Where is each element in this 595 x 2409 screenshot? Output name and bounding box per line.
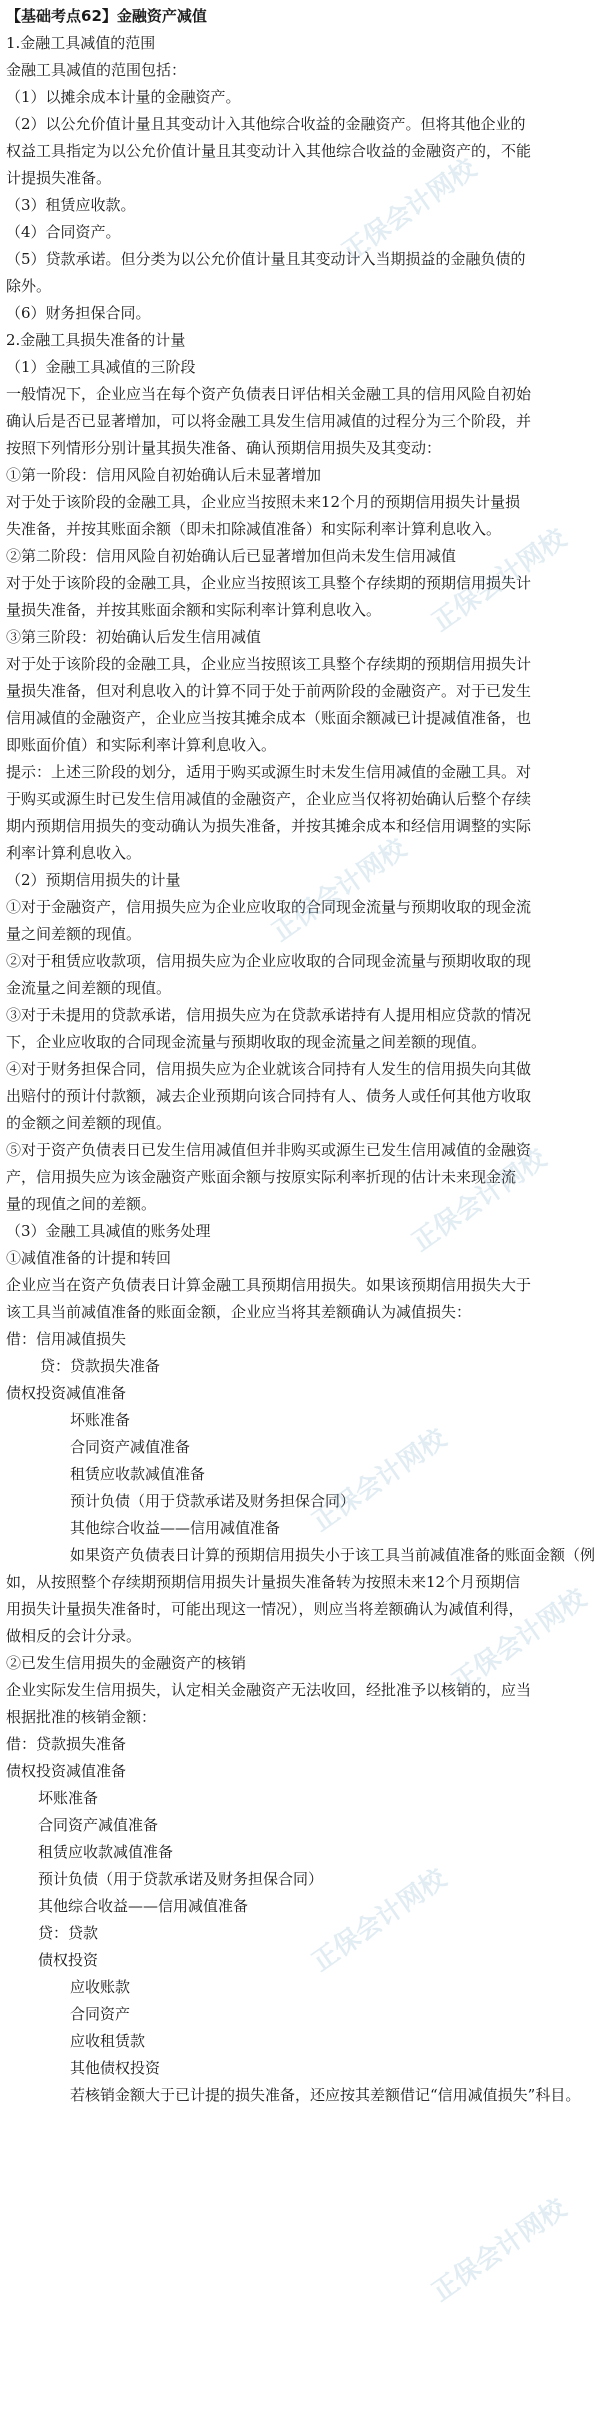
text-line: 2.金融工具损失准备的计量 [6,331,186,349]
text-line: 对于处于该阶段的金融工具，企业应当按照未来12个月的预期信用损失计量损 [6,493,521,511]
text-line: （1）以摊余成本计量的金融资产。 [6,88,241,106]
text-line: （5）贷款承诺。但分类为以公允价值计量且其变动计入当期损益的金融负债的 [6,250,526,268]
text-line: 应收账款 [70,1978,131,1996]
text-line: ⑤对于资产负债表日已发生信用减值但并非购买或源生已发生信用减值的金融资 [6,1141,532,1159]
text-line: （3）租赁应收款。 [6,196,136,214]
text-line: 一般情况下，企业应当在每个资产负债表日评估相关金融工具的信用风险自初始 [6,385,532,403]
watermark-text: 正保会计网校 [336,153,482,268]
text-line: ④对于财务担保合同，信用损失应为企业就该合同持有人发生的信用损失向其做 [6,1060,532,1078]
text-line: 量之间差额的现值。 [6,925,142,943]
text-line: 企业应当在资产负债表日计算金融工具预期信用损失。如果该预期信用损失大于 [6,1276,532,1294]
text-line: 金融工具减值的范围包括： [6,61,187,79]
text-line: 预计负债（用于贷款承诺及财务担保合同） [38,1870,324,1888]
text-line: 该工具当前减值准备的账面金额，企业应当将其差额确认为减值损失： [6,1303,472,1321]
text-line: 如果资产负债表日计算的预期信用损失小于该工具当前减值准备的账面金额（例 [70,1546,595,1564]
text-line: ②已发生信用损失的金融资产的核销 [6,1654,247,1672]
text-line: 的金额之间差额的现值。 [6,1114,172,1132]
text-line: 债权投资减值准备 [6,1762,127,1780]
text-line: 1.金融工具减值的范围 [6,34,156,52]
text-line: 产，信用损失应为该金融资产账面余额与按原实际利率折现的估计未来现金流 [6,1168,517,1186]
text-line: 对于处于该阶段的金融工具，企业应当按照该工具整个存续期的预期信用损失计 [6,655,532,673]
text-line: 根据批准的核销金额： [6,1708,157,1726]
text-line: 贷：贷款损失准备 [40,1357,161,1375]
text-line: 借：贷款损失准备 [6,1735,127,1753]
text-line: 其他综合收益——信用减值准备 [38,1897,249,1915]
text-line: 合同资产减值准备 [38,1816,159,1834]
watermark-text: 正保会计网校 [446,1583,592,1698]
text-line: 量损失准备，并按其账面余额和实际利率计算利息收入。 [6,601,382,619]
text-line: 期内预期信用损失的变动确认为损失准备，并按其摊余成本和经信用调整的实际 [6,817,532,835]
watermark-text: 正保会计网校 [406,1143,552,1258]
text-line: ③第三阶段：初始确认后发生信用减值 [6,628,262,646]
text-line: 做相反的会计分录。 [6,1627,142,1645]
text-line: ①减值准备的计提和转回 [6,1249,172,1267]
text-line: 金流量之间差额的现值。 [6,979,172,997]
text-line: 权益工具指定为以公允价值计量且其变动计入其他综合收益的金融资产的，不能 [6,142,532,160]
text-line: （3）金融工具减值的账务处理 [6,1222,211,1240]
page-title: 【基础考点62】金融资产减值 [6,7,207,25]
watermark-text: 正保会计网校 [306,1863,452,1978]
text-line: 量损失准备，但对利息收入的计算不同于处于前两阶段的金融资产。对于已发生 [6,682,532,700]
text-line: ③对于未提用的贷款承诺，信用损失应为在贷款承诺持有人提用相应贷款的情况 [6,1006,532,1024]
text-line: （2）以公允价值计量且其变动计入其他综合收益的金融资产。但将其他企业的 [6,115,526,133]
text-line: 计提损失准备。 [6,169,112,187]
text-line: 提示：上述三阶段的划分，适用于购买或源生时未发生信用减值的金融工具。对 [6,763,532,781]
text-line: 确认后是否已显著增加，可以将金融工具发生信用减值的过程分为三个阶段，并 [6,412,532,430]
watermark-text: 正保会计网校 [426,2193,572,2308]
text-line: （6）财务担保合同。 [6,304,151,322]
text-line: 若核销金额大于已计提的损失准备，还应按其差额借记“信用减值损失”科目。 [70,2086,581,2104]
text-line: 除外。 [6,277,52,295]
text-line: 合同资产减值准备 [70,1438,191,1456]
text-line: 于购买或源生时已发生信用减值的金融资产，企业应当仅将初始确认后整个存续 [6,790,532,808]
text-line: （4）合同资产。 [6,223,121,241]
text-line: 按照下列情形分别计量其损失准备、确认预期信用损失及其变动： [6,439,442,457]
text-line: 失准备，并按其账面余额（即未扣除减值准备）和实际利率计算利息收入。 [6,520,502,538]
text-line: ①对于金融资产，信用损失应为企业应收取的合同现金流量与预期收取的现金流 [6,898,532,916]
text-line: 即账面价值）和实际利率计算利息收入。 [6,736,277,754]
text-line: 信用减值的金融资产，企业应当按其摊余成本（账面余额减已计提减值准备，也 [6,709,532,727]
text-line: 如，从按照整个存续期预期信用损失计量损失准备转为按照未来12个月预期信 [6,1573,521,1591]
watermark-text: 正保会计网校 [306,1423,452,1538]
text-line: 合同资产 [70,2005,131,2023]
watermark-text: 正保会计网校 [266,833,412,948]
text-line: 用损失计量损失准备时，可能出现这一情况），则应当将差额确认为减值利得， [6,1600,524,1618]
watermark-text: 正保会计网校 [426,523,572,638]
text-line: 租赁应收款减值准备 [38,1843,174,1861]
text-line: ②对于租赁应收款项，信用损失应为企业应收取的合同现金流量与预期收取的现 [6,952,532,970]
text-line: ①第一阶段：信用风险自初始确认后未显著增加 [6,466,322,484]
text-line: 其他债权投资 [70,2059,161,2077]
text-line: （1）金融工具减值的三阶段 [6,358,196,376]
text-line: 下，企业应收取的合同现金流量与预期收取的现金流量之间差额的现值。 [6,1033,487,1051]
text-line: 利率计算利息收入。 [6,844,142,862]
text-line: ②第二阶段：信用风险自初始确认后已显著增加但尚未发生信用减值 [6,547,457,565]
text-line: 对于处于该阶段的金融工具，企业应当按照该工具整个存续期的预期信用损失计 [6,574,532,592]
text-line: 债权投资 [38,1951,99,1969]
text-line: 预计负债（用于贷款承诺及财务担保合同） [70,1492,356,1510]
text-line: 应收租赁款 [70,2032,146,2050]
text-line: 量的现值之间的差额。 [6,1195,157,1213]
text-line: 企业实际发生信用损失，认定相关金融资产无法收回，经批准予以核销的，应当 [6,1681,532,1699]
text-line: 其他综合收益——信用减值准备 [70,1519,281,1537]
text-line: 坏账准备 [70,1411,131,1429]
text-line: 坏账准备 [38,1789,99,1807]
text-line: 贷：贷款 [38,1924,99,1942]
text-line: 债权投资减值准备 [6,1384,127,1402]
text-line: 租赁应收款减值准备 [70,1465,206,1483]
text-line: 出赔付的预计付款额，减去企业预期向该合同持有人、债务人或任何其他方收取 [6,1087,532,1105]
text-line: （2）预期信用损失的计量 [6,871,181,889]
text-line: 借：信用减值损失 [6,1330,127,1348]
